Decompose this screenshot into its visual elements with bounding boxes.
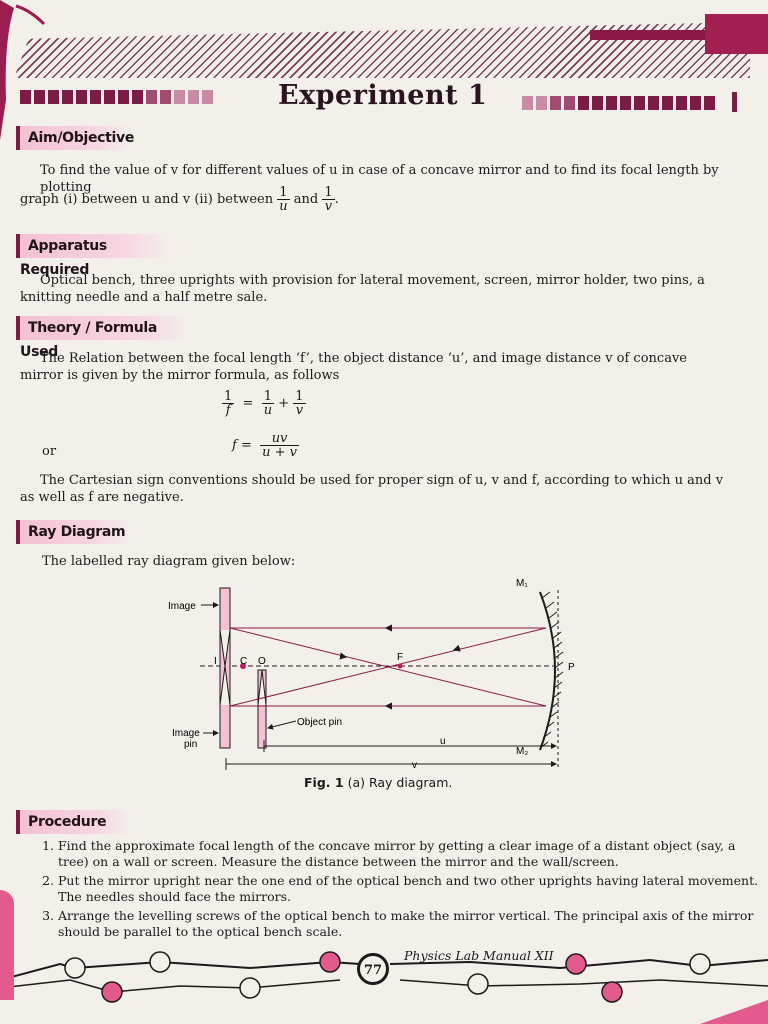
label-object-pin: Object pin <box>297 717 343 728</box>
ray-diagram <box>160 570 590 775</box>
aim-heading <box>16 126 135 150</box>
or-label: or <box>42 444 57 459</box>
header-corner-block <box>705 14 768 54</box>
footer-book-title: Physics Lab Manual XII <box>404 948 554 963</box>
page-title: Experiment 1 <box>278 80 488 111</box>
label-image-pin-2: pin <box>184 739 198 750</box>
label-image-pin-1: Image <box>172 728 200 739</box>
ray-diagram-intro: The labelled ray diagram given below: <box>42 554 296 569</box>
title-left-blocks <box>20 90 213 104</box>
apparatus-heading-label: Apparatus Required <box>20 238 107 278</box>
label-O: O <box>258 656 266 667</box>
label-v: v <box>412 760 417 771</box>
label-M1: M₁ <box>516 578 528 589</box>
header-accent-bar <box>590 30 706 40</box>
fraction-1-over-v: $\frac{1}{v}$ <box>324 185 333 214</box>
procedure-step: 3. Arrange the levelling screws of the optical bench to make the mirror vertical. The principal axis of the mirror should be parallel to the optical bench scale. <box>58 908 768 939</box>
label-C: C <box>240 656 248 667</box>
procedure-step: 2. Put the mirror upright near the one end of the optical bench and two other uprights having lateral movement. The needles should face the mirrors. <box>58 873 768 904</box>
label-M2: M₂ <box>516 746 529 757</box>
label-u: u <box>440 736 446 747</box>
focal-length-formula: f = $\frac{uv}{u + v}$ <box>232 431 297 460</box>
fraction-1-over-u: $\frac{1}{u}$ <box>279 185 288 214</box>
theory-intro: The Relation between the focal length ‘f’, the object distance ‘u’, and image distance v of concave mirror is given by the mirror formula, as follows <box>20 351 687 383</box>
procedure-heading-label: Procedure <box>28 814 107 830</box>
page-number: 77 <box>357 953 389 985</box>
procedure-heading <box>16 810 130 834</box>
theory-heading-label: Theory / Formula Used <box>20 320 158 360</box>
label-image: Image <box>168 601 196 612</box>
theory-heading <box>16 316 190 360</box>
ray-diagram-heading <box>16 520 130 544</box>
procedure-step: 1. Find the approximate focal length of the concave mirror by getting a clear image of a distant object (say, a tree) on a wall or screen. Measure the distance between the mirror and the wall/screen. <box>58 838 768 869</box>
focus-point <box>398 664 403 669</box>
apparatus-text: Optical bench, three uprights with provision for lateral movement, screen, mirror holder, two pins, a knitting needle and a half metre sale. <box>20 273 705 305</box>
aim-text-line2: graph (i) between u and v (ii) between $\frac{1}{u}$ and $\frac{1}{v}$ . <box>20 185 339 214</box>
aim-and: and <box>293 192 319 207</box>
figure-caption: Fig. 1 (a) Ray diagram. <box>304 775 453 790</box>
apparatus-heading <box>16 234 170 278</box>
aim-text-line1: To find the value of v for different values of u in case of a concave mirror and to find its focal length by plotting <box>40 163 719 195</box>
footer-decoration <box>0 940 768 1024</box>
ray-diagram-heading-label: Ray Diagram <box>28 524 126 540</box>
footer-left-swoosh <box>0 890 14 1000</box>
label-P: P <box>568 662 575 673</box>
label-I: I <box>214 656 217 667</box>
procedure-list <box>30 838 768 943</box>
title-right-bar <box>732 92 737 112</box>
sign-convention-note: The Cartesian sign conventions should be used for proper sign of u, v and f, according to which u and v as well as f are negative. <box>20 473 724 505</box>
aim-heading-label: Aim/Objective <box>28 130 135 146</box>
mirror-formula: $\frac{1}{f}$ = $\frac{1}{u}$ + $\frac{1}{v}$ <box>224 389 304 418</box>
aim-line2-prefix: graph (i) between u and v (ii) between <box>20 192 274 207</box>
label-F: F <box>397 652 404 663</box>
title-right-blocks <box>522 96 715 110</box>
